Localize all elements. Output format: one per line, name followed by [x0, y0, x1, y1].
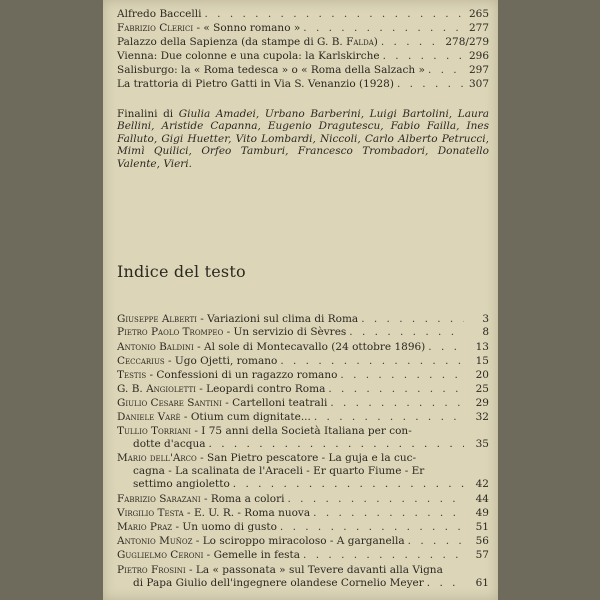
index-entry: Pietro Paolo Trompeo - Un servizio di Sèvres . . . 8 [117, 326, 489, 338]
index-entry: Virgilio Testa - E. U. R. - Roma nuova . . . 49 [117, 507, 489, 519]
index-entry: Daniele Varè - Otium cum dignitate... . . . 32 [117, 411, 489, 423]
index-entry: Fabrizio Sarazani - Roma a colori . . . 44 [117, 493, 489, 505]
index-entry: Pietro Frosini - La « passonata » sul Tevere davanti alla Vigna [117, 564, 443, 576]
index-entry: Testis - Confessioni di un ragazzo romano . . . 20 [117, 369, 489, 381]
index-entry: Mario dell'Arco - San Pietro pescatore - La guja e la cuc- [117, 452, 417, 464]
index-entry-continuation: settimo angioletto . . . 42 [133, 478, 489, 490]
index-entry: G. B. Angioletti - Leopardi contro Roma . . . 25 [117, 383, 489, 395]
index-entry: Antonio Muñoz - Lo sciroppo miracoloso - A garganella . . . 56 [117, 535, 489, 547]
illustration-entry: Vienna: Due colonne e una cupola: la Karlskirche . . . 296 [117, 50, 489, 62]
index-entry-continuation: di Papa Giulio dell'ingegnere olandese Cornelio Meyer . . . 61 [133, 577, 489, 589]
index-entry: Ceccarius - Ugo Ojetti, romano . . . 15 [117, 355, 489, 367]
index-entry: Giulio Cesare Santini - Cartelloni teatrali . . . 29 [117, 397, 489, 409]
illustration-entry: Palazzo della Sapienza (da stampe di G. B. Falda) . . . 278/279 [117, 36, 489, 48]
index-entry: Guglielmo Ceroni - Gemelle in festa . . . 57 [117, 549, 489, 561]
finalini-paragraph: Finalini di Giulia Amadei, Urbano Barberini, Luigi Bartolini, Laura Bellini, Aristide Capanna, Eugenio Dragutescu, Fabio Failla, Ines Falluto, Gigi Huetter, Vito Lombardi, Niccoli, Carlo Alberto Petrucci, Mimì Quilici, Orfeo Tamburi, Francesco Trombadori, Donatello Valente, Vieri. [117, 108, 489, 170]
illustration-entry: Alfredo Baccelli . . . 265 [117, 8, 489, 20]
book-page [103, 0, 498, 600]
index-entry-continuation: cagna - La scalinata de l'Araceli - Er quarto Fiume - Er [133, 465, 425, 477]
index-entry: Antonio Baldini - Al sole di Montecavallo (24 ottobre 1896) . . . 13 [117, 341, 489, 353]
illustration-entry: La trattoria di Pietro Gatti in Via S. Venanzio (1928) . . . 307 [117, 78, 489, 90]
index-entry-continuation: dotte d'acqua . . . 35 [133, 438, 489, 450]
illustration-entry: Fabrizio Clerici - « Sonno romano » . . . 277 [117, 22, 489, 34]
index-entry: Tullio Torriani - I 75 anni della Società Italiana per con- [117, 425, 412, 437]
illustration-entry: Salisburgo: la « Roma tedesca » o « Roma della Salzach » . . . 297 [117, 64, 489, 76]
section-heading: Indice del testo [117, 262, 246, 281]
index-entry: Giuseppe Alberti - Variazioni sul clima di Roma . . . 3 [117, 313, 489, 325]
index-entry: Mario Praz - Un uomo di gusto . . . 51 [117, 521, 489, 533]
